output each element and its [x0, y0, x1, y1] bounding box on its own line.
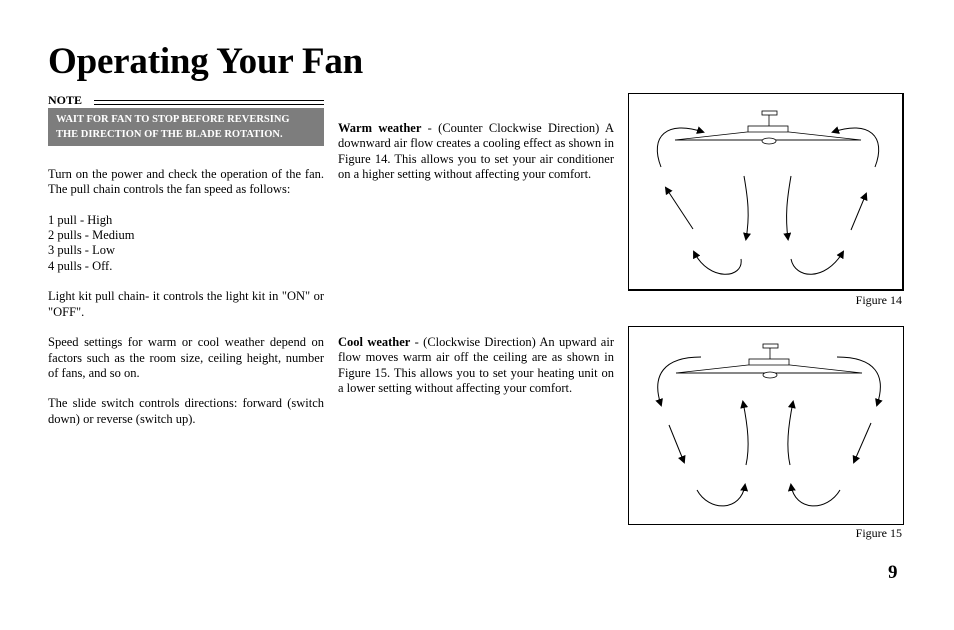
note-label: NOTE — [48, 93, 83, 107]
list-item: 1 pull - High — [48, 212, 113, 227]
list-item: 4 pulls - Off. — [48, 258, 113, 273]
ceiling-fan-icon — [676, 344, 862, 378]
cool-weather-heading: Cool weather — [338, 335, 411, 349]
left-column — [48, 167, 324, 442]
fan-airflow-upward-diagram — [629, 327, 905, 526]
warm-weather-text: - (Counter Clockwise Direction) A downward air flow creates a cooling effect as shown in Figure 14. This allows you to set your air conditioner on a higher setting without affecting your comfort. — [338, 121, 614, 181]
warm-weather-heading: Warm weather — [338, 121, 422, 135]
airflow-arrows — [658, 357, 881, 506]
list-item: 2 pulls - Medium — [48, 228, 135, 243]
page-title: Operating Your Fan — [48, 41, 364, 82]
note-divider — [94, 100, 324, 101]
figure-14-caption: Figure 14 — [855, 293, 902, 307]
ceiling-fan-icon — [675, 111, 861, 144]
page-number: 9 — [888, 562, 898, 583]
note-line-2: THE DIRECTION OF THE BLADE ROTATION. — [56, 129, 283, 140]
note-line-1: WAIT FOR FAN TO STOP BEFORE REVERSING — [56, 114, 290, 125]
cool-weather-paragraph — [338, 335, 614, 396]
figure-14 — [628, 93, 904, 291]
airflow-arrows — [657, 128, 878, 274]
speed-list — [48, 213, 324, 274]
note-box — [48, 108, 324, 146]
figure-15 — [628, 326, 904, 525]
figure-15-caption: Figure 15 — [855, 526, 902, 540]
list-item: 3 pulls - Low — [48, 243, 116, 258]
warm-weather-paragraph — [338, 121, 614, 182]
light-kit-paragraph: Light kit pull chain- it controls the light kit in "ON" or "OFF". — [48, 289, 324, 319]
fan-airflow-downward-diagram — [629, 94, 905, 292]
intro-paragraph: Turn on the power and check the operation of the fan. The pull chain controls the fan speed as follows: — [48, 167, 324, 197]
note-divider-secondary — [94, 104, 324, 105]
cool-weather-text: - (Clockwise Direction) An upward air flow moves warm air off the ceiling are as shown in Figure 15. This allows you to set your heating unit on a lower setting without affecting your comfort. — [338, 335, 614, 395]
slide-switch-paragraph: The slide switch controls directions: forward (switch down) or reverse (switch up). — [48, 396, 324, 426]
speed-settings-paragraph: Speed settings for warm or cool weather depend on factors such as the room size, ceiling height, number of fans, and so on. — [48, 335, 324, 380]
